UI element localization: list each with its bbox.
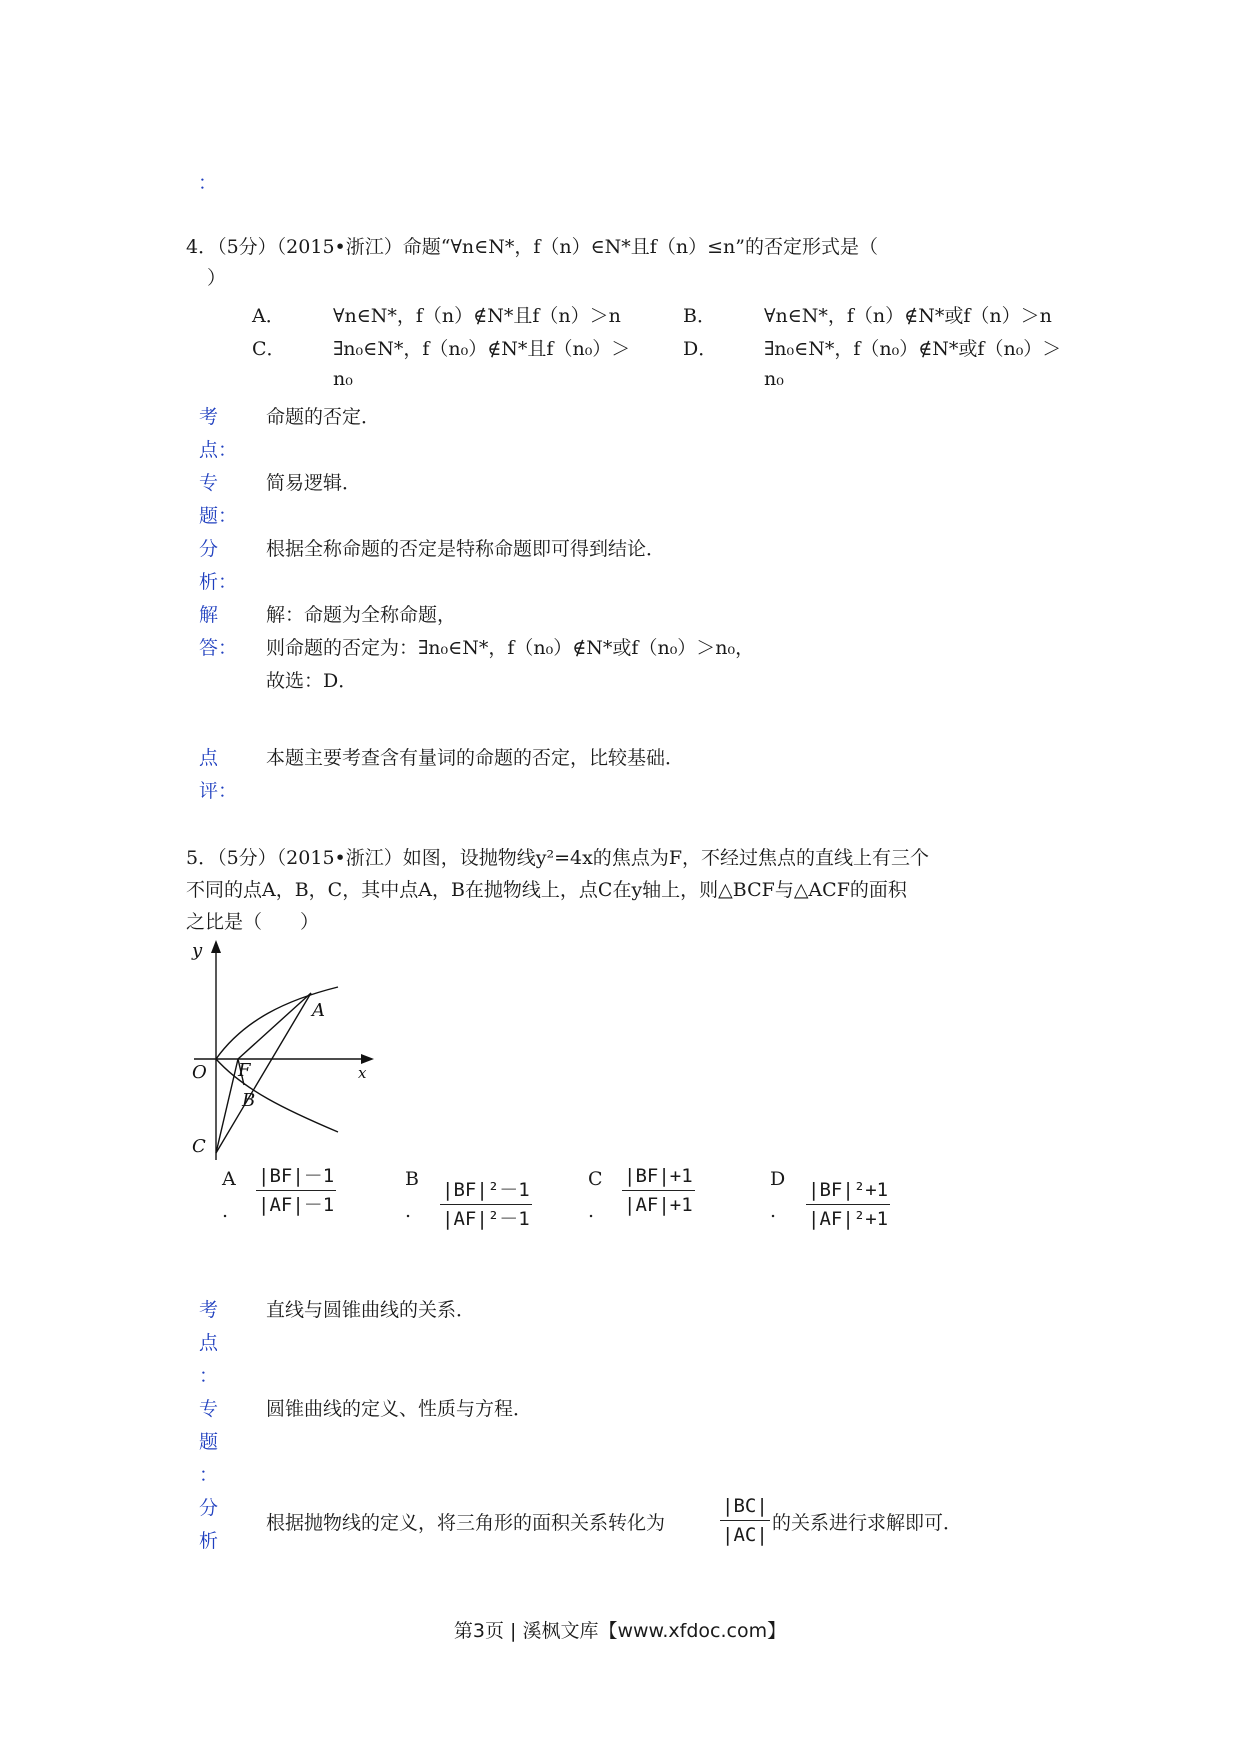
- q4-jieda-line3: 故选：D．: [266, 670, 358, 692]
- label-c: C: [192, 1136, 206, 1157]
- q5-option-c-numerator: |BF|+1: [622, 1162, 695, 1191]
- q4-jieda-line1: 解：命题为全称命题，: [266, 604, 457, 626]
- label-o: O: [192, 1062, 207, 1083]
- q5-zhuanti-label: 专 题 ：: [199, 1398, 219, 1486]
- label-y: y: [192, 940, 203, 961]
- q5-stem-line2: 不同的点A，B，C，其中点A，B在抛物线上，点C在y轴上，则△BCF与△ACF的面积: [186, 879, 907, 901]
- q4-option-b-label: B．: [683, 305, 716, 327]
- q5-option-c-fraction: [622, 1162, 695, 1219]
- q4-option-d-label: D．: [683, 338, 718, 360]
- segment-cf: [216, 1059, 238, 1153]
- q5-option-c-dot: .: [588, 1200, 595, 1222]
- q4-option-b-text: ∀n∈N*，f（n）∉N*或f（n）＞n: [764, 305, 1052, 327]
- q5-stem-line3: 之比是（ ）: [186, 911, 320, 933]
- x-axis-arrow: [361, 1054, 374, 1064]
- q5-option-d-denominator: |AF|²+1: [808, 1208, 889, 1230]
- q5-fenxi-text-after: 的关系进行求解即可．: [772, 1512, 963, 1534]
- y-axis-arrow: [211, 940, 221, 953]
- q4-dianping-label: 点 评：: [199, 747, 238, 802]
- q4-zhuanti-label: 专 题：: [199, 472, 238, 527]
- q5-option-a-dot: .: [222, 1200, 229, 1222]
- q5-zhuanti-text: 圆锥曲线的定义、性质与方程．: [266, 1398, 533, 1420]
- label-b: B: [242, 1090, 256, 1111]
- q5-fenxi-fraction: [720, 1492, 770, 1549]
- orphan-colon: ：: [198, 172, 218, 194]
- q4-jieda-line2: 则命题的否定为：∃n₀∈N*，f（n₀）∉N*或f（n₀）＞n₀，: [266, 637, 755, 659]
- q4-fenxi-text: 根据全称命题的否定是特称命题即可得到结论．: [266, 538, 666, 560]
- q4-stem-line2: ）: [207, 267, 227, 289]
- q5-option-a-numerator: |BF|－1: [256, 1162, 336, 1191]
- q4-option-d-text: ∃n₀∈N*，f（n₀）∉N*或f（n₀）＞: [764, 338, 1062, 360]
- q5-option-a-letter: A: [222, 1168, 236, 1190]
- label-a: A: [312, 1000, 325, 1021]
- q4-kaodian-label: 考 点：: [199, 406, 238, 461]
- q5-option-b-numerator: |BF|²－1: [440, 1176, 532, 1205]
- q5-option-b-letter: B: [405, 1168, 419, 1190]
- parabola-figure: [186, 938, 376, 1170]
- q5-option-c-letter: C: [588, 1168, 603, 1190]
- q4-option-c-text: ∃n₀∈N*，f（n₀）∉N*且f（n₀）＞: [333, 338, 631, 360]
- q5-option-d-letter: D: [770, 1168, 786, 1190]
- q4-option-a-text: ∀n∈N*，f（n）∉N*且f（n）＞n: [333, 305, 621, 327]
- q4-fenxi-label: 分 析：: [199, 538, 238, 593]
- q5-option-c-denominator: |AF|+1: [624, 1194, 693, 1216]
- q5-option-a-denominator: |AF|－1: [258, 1194, 335, 1216]
- q5-stem-line1: 5．（5分）（2015•浙江）如图，设抛物线y²=4x的焦点为F，不经过焦点的直线上有三个: [186, 847, 929, 869]
- label-f: F: [238, 1060, 251, 1081]
- q4-dianping-text: 本题主要考查含有量词的命题的否定，比较基础．: [266, 747, 685, 769]
- q4-jieda-label: 解 答：: [199, 604, 238, 659]
- q5-option-b-fraction: [440, 1176, 532, 1233]
- page-footer: 第3页 | 溪枫文库【www.xfdoc.com】: [453, 1620, 787, 1642]
- q5-option-d-dot: .: [770, 1200, 777, 1222]
- q4-option-d-text-cont: n₀: [764, 368, 784, 390]
- q4-option-c-text-cont: n₀: [333, 368, 353, 390]
- q5-fenxi-denominator: |AC|: [722, 1524, 768, 1546]
- q5-kaodian-text: 直线与圆锥曲线的关系．: [266, 1299, 476, 1321]
- q5-fenxi-numerator: |BC|: [720, 1492, 770, 1521]
- q5-option-b-denominator: |AF|²－1: [442, 1208, 530, 1230]
- q5-option-a-fraction: [256, 1162, 336, 1219]
- q5-option-d-numerator: |BF|²+1: [806, 1176, 890, 1205]
- q5-fenxi-label: 分 析: [199, 1497, 219, 1552]
- q5-fenxi-text-before: 根据抛物线的定义，将三角形的面积关系转化为: [266, 1512, 666, 1534]
- q4-zhuanti-text: 简易逻辑．: [266, 472, 362, 494]
- q4-stem-line1: 4．（5分）（2015•浙江）命题“∀n∈N*，f（n）∈N*且f（n）≤n”的否定形式是（: [186, 236, 878, 258]
- q4-option-c-label: C．: [252, 338, 286, 360]
- label-x: x: [358, 1064, 367, 1082]
- q5-option-b-dot: .: [405, 1200, 412, 1222]
- q4-option-a-label: A．: [252, 305, 285, 327]
- q5-kaodian-label: 考 点 ：: [199, 1299, 219, 1387]
- q4-kaodian-text: 命题的否定．: [266, 406, 381, 428]
- q5-option-d-fraction: [806, 1176, 890, 1233]
